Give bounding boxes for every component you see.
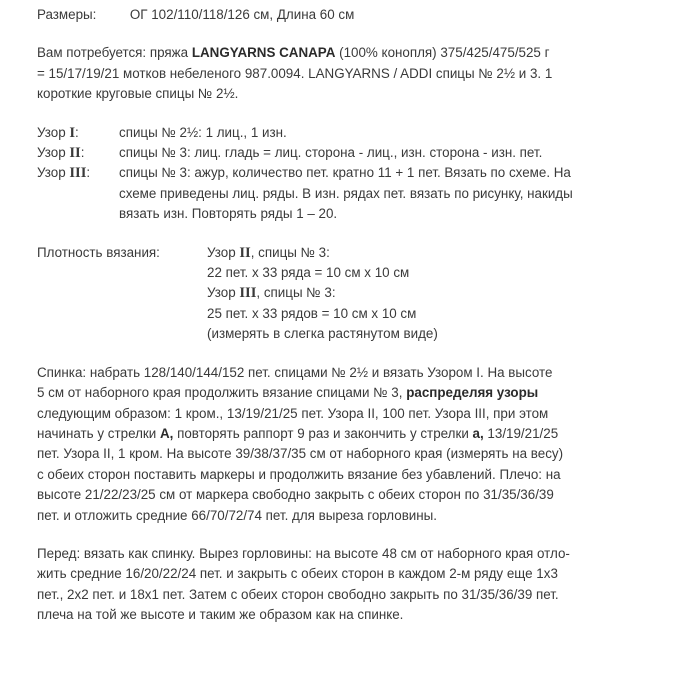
density-pattern-ii xyxy=(207,243,667,263)
pattern-description xyxy=(119,123,667,143)
front-paragraph xyxy=(37,544,667,626)
pattern-number: I xyxy=(69,124,76,141)
pattern-label xyxy=(37,163,119,224)
sizes-value: ОГ 102/110/118/126 см, Длина 60 см xyxy=(129,7,355,22)
pattern-line: спицы № 3: лиц. гладь = лиц. сторона - лиц., изн. сторона - изн. пет. xyxy=(119,145,543,161)
arrow-a-label: A, xyxy=(159,425,174,441)
pattern-description xyxy=(119,143,667,163)
sizes-line xyxy=(37,5,667,25)
back-line-5: пет. Узора II, 1 кром. На высоте 39/38/37/35 см от наборного края (измерять на весу) xyxy=(37,446,564,462)
pattern-number: II xyxy=(69,145,81,162)
back-line-4-end: 13/19/21/25 xyxy=(483,425,559,441)
density-pattern-number: II xyxy=(239,244,251,261)
density-row xyxy=(37,243,667,263)
back-line-6: с обеих сторон поставить маркеры и продолжить вязание без убавлений. Плечо: на xyxy=(37,466,561,482)
sizes-label: Размеры: xyxy=(37,7,97,22)
materials-line-1-rest: (100% конопля) 375/425/475/525 г xyxy=(335,45,550,61)
materials-line-1 xyxy=(37,43,667,63)
pattern-row-3 xyxy=(37,163,667,224)
materials-lead: Вам потребуется: пряжа xyxy=(37,45,192,61)
density-pattern-iii xyxy=(207,283,667,303)
pattern-description xyxy=(119,163,667,224)
back-line-8: пет. и отложить средние 66/70/72/74 пет. для выреза горловины. xyxy=(37,507,438,523)
back-line-7: высоте 21/22/23/25 см от маркера свободно закрыть с обеих сторон по 31/35/36/39 xyxy=(37,487,554,503)
back-line-4 xyxy=(37,424,667,444)
pattern-word: Узор xyxy=(37,124,70,140)
back-line-2-text: 5 см от наборного края продолжить вязание спицами № 3, xyxy=(37,385,407,401)
back-paragraph xyxy=(37,363,667,526)
density-needles: , спицы № 3: xyxy=(256,285,336,301)
arrow-a-lower-label: а, xyxy=(472,425,484,441)
density-note: (измерять в слегка растянутом виде) xyxy=(207,326,438,342)
density-label: Плотность вязания: xyxy=(37,244,160,260)
back-line-4-text: начинать у стрелки xyxy=(37,425,160,441)
pattern-word: Узор xyxy=(37,145,70,161)
pattern-line: вязать изн. Повторять ряды 1 – 20. xyxy=(119,206,338,222)
pattern-label xyxy=(37,123,119,143)
pattern-label xyxy=(37,143,119,163)
density-gauge-ii: 22 пет. x 33 ряда = 10 см x 10 см xyxy=(207,265,410,281)
materials-paragraph xyxy=(37,43,667,104)
back-line-3: следующим образом: 1 кром., 13/19/21/25 пет. Узора II, 100 пет. Узора III, при этом xyxy=(37,405,549,421)
back-line-2 xyxy=(37,383,667,403)
density-gauge-iii: 25 пет. x 33 рядов = 10 см x 10 см xyxy=(207,305,417,321)
pattern-colon: : xyxy=(75,124,79,140)
front-line-2: жить средние 16/20/22/24 пет. и закрыть с обеих сторон в каждом 2-м ряду еще 1x3 xyxy=(37,566,558,582)
knitting-pattern-page xyxy=(37,5,667,626)
front-line-3: пет., 2x2 пет. и 18x1 пет. Затем с обеих сторон свободно закрыть по 31/35/36/39 пет. xyxy=(37,586,559,602)
density-pattern-number: III xyxy=(239,285,257,302)
density-word: Узор xyxy=(207,285,240,301)
front-line-1: Перед: вязать как спинку. Вырез горловины: на высоте 48 см от наборного края отло- xyxy=(37,545,570,561)
pattern-row-1 xyxy=(37,123,667,143)
pattern-number: III xyxy=(69,165,87,182)
materials-line-3: короткие круговые спицы № 2½. xyxy=(37,86,239,102)
pattern-colon: : xyxy=(86,165,91,181)
density-block xyxy=(37,243,667,345)
pattern-line: спицы № 2½: 1 лиц., 1 изн. xyxy=(119,124,287,140)
density-word: Узор xyxy=(207,244,240,260)
front-line-4: плеча на той же высоте и таким же образом как на спинке. xyxy=(37,607,404,623)
pattern-word: Узор xyxy=(37,165,70,181)
density-needles: , спицы № 3: xyxy=(250,244,330,260)
pattern-line: схеме приведены лиц. ряды. В изн. рядах пет. вязать по рисунку, накиды xyxy=(119,185,573,201)
back-line-1: Спинка: набрать 128/140/144/152 пет. спицами № 2½ и вязать Узором I. На высоте xyxy=(37,364,553,380)
back-line-4-mid: повторять раппорт 9 раз и закончить у стрелки xyxy=(173,425,473,441)
pattern-row-2 xyxy=(37,143,667,163)
materials-line-2: = 15/17/19/21 мотков небеленого 987.0094. LANGYARNS / ADDI спицы № 2½ и 3. 1 xyxy=(37,65,553,81)
pattern-colon: : xyxy=(80,145,85,161)
pattern-line: спицы № 3: ажур, количество пет. кратно 11 + 1 пет. Вязать по схеме. На xyxy=(119,165,571,181)
yarn-brand: LANGYARNS CANAPA xyxy=(191,45,336,61)
back-distribute-emphasis: распределяя узоры xyxy=(406,385,539,401)
patterns-list xyxy=(37,123,667,225)
